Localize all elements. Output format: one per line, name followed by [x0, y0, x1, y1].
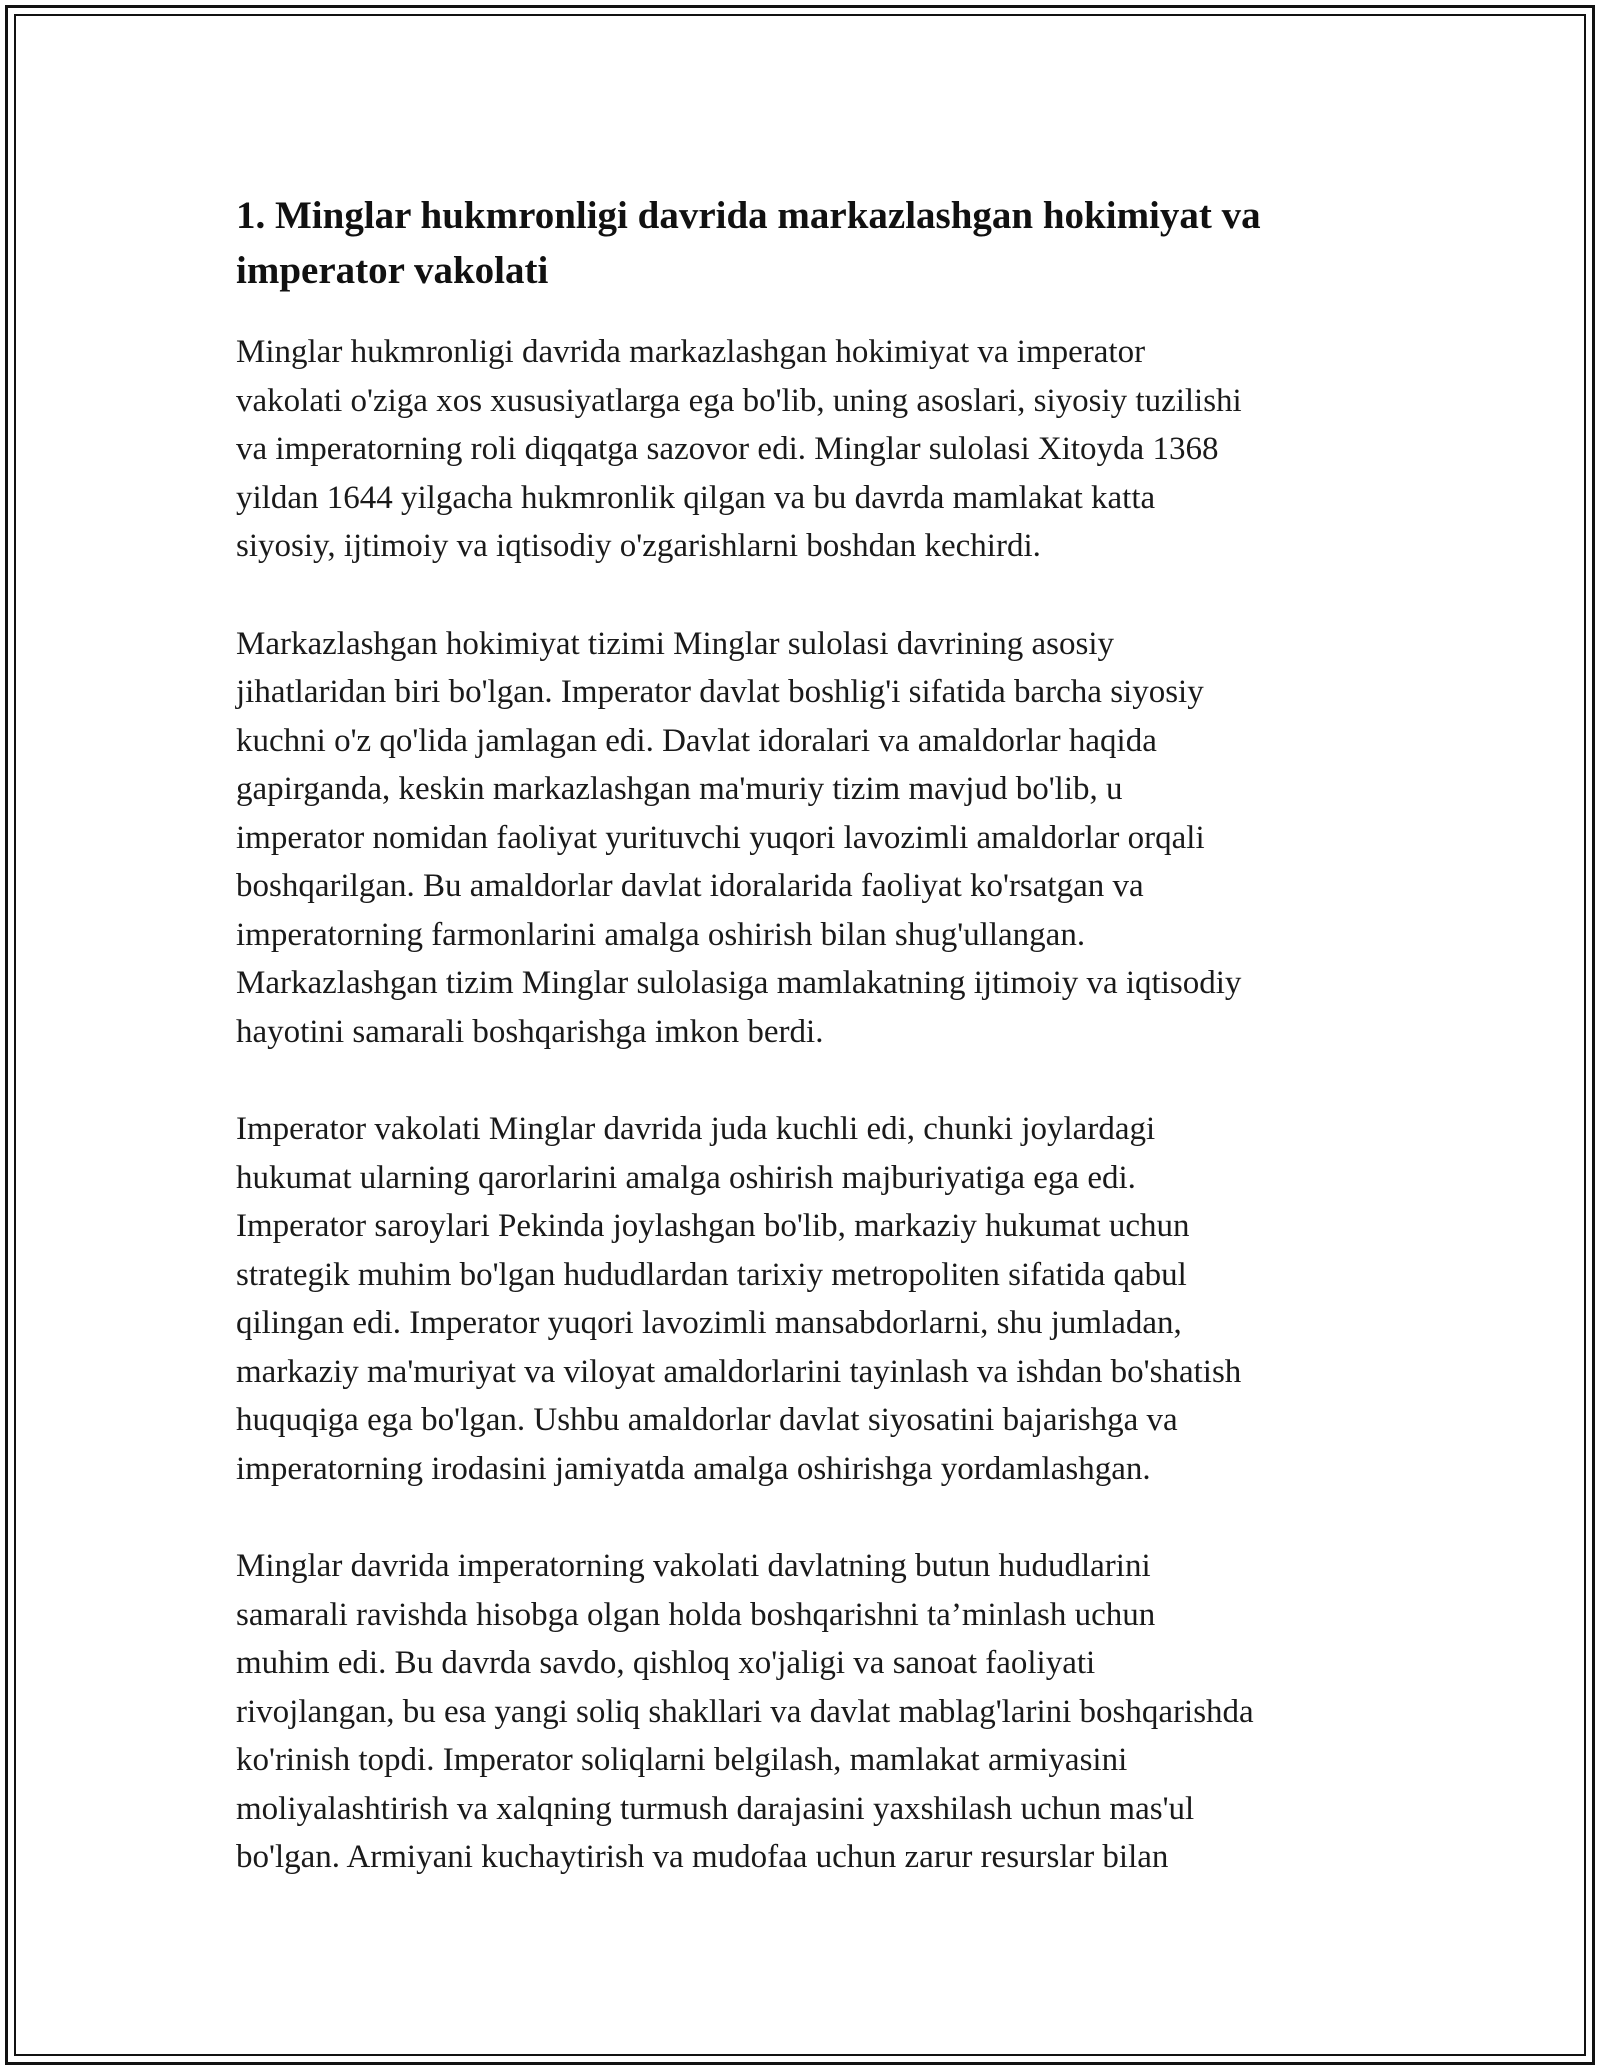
paragraph-3: [236, 1105, 1376, 1493]
text-line: Imperator vakolati Minglar davrida juda kuchli edi, chunki joylardagi: [236, 1111, 1156, 1147]
text-line: jihatlaridan biri bo'lgan. Imperator davlat boshlig'i sifatida barcha siyosiy: [236, 674, 1204, 710]
text-line: samarali ravishda hisobga olgan holda boshqarishni ta’minlash uchun: [236, 1596, 1156, 1633]
text-line: Imperator saroylari Pekinda joylashgan bo'lib, markaziy hukumat uchun: [236, 1208, 1190, 1244]
text-line: rivojlangan, bu esa yangi soliq shakllari va davlat mablag'larini boshqarishda: [236, 1693, 1254, 1730]
text-line: qilingan edi. Imperator yuqori lavozimli mansabdorlarni, shu jumladan,: [236, 1305, 1182, 1341]
text-line: Markazlashgan hokimiyat tizimi Minglar sulolasi davrining asosiy: [236, 625, 1115, 662]
paragraph-4: [236, 1542, 1376, 1882]
text-line: hukumat ularning qarorlarini amalga oshirish majburiyatiga ega edi.: [236, 1159, 1136, 1196]
text-line: ko'rinish topdi. Imperator soliqlarni belgilash, mamlakat armiyasini: [236, 1742, 1128, 1778]
text-line: moliyalashtirish va xalqning turmush darajasini yaxshilash uchun mas'ul: [236, 1790, 1195, 1827]
text-line: gapirganda, keskin markazlashgan ma'muriy tizim mavjud bo'lib, u: [236, 771, 1123, 807]
text-line: kuchni o'z qo'lida jamlagan edi. Davlat idoralari va amaldorlar haqida: [236, 722, 1157, 759]
text-line: imperatorning irodasini jamiyatda amalga oshirishga yordamlashgan.: [236, 1450, 1151, 1487]
text-line: boshqarilgan. Bu amaldorlar davlat idoralarida faoliyat ko'rsatgan va: [236, 868, 1144, 904]
text-line: yildan 1644 yilgacha hukmronlik qilgan va bu davrda mamlakat katta: [236, 479, 1156, 516]
paragraph-1: [236, 328, 1376, 571]
heading-line: imperator vakolati: [236, 249, 549, 292]
text-line: strategik muhim bo'lgan hududlardan tarixiy metropoliten sifatida qabul: [236, 1256, 1187, 1293]
text-line: va imperatorning roli diqqatga sazovor edi. Minglar sulolasi Xitoyda 1368: [236, 431, 1219, 467]
text-line: Minglar davrida imperatorning vakolati davlatning butun hududlarini: [236, 1548, 1151, 1584]
text-line: siyosiy, ijtimoiy va iqtisodiy o'zgarishlarni boshdan kechirdi.: [236, 528, 1041, 564]
text-line: imperatorning farmonlarini amalga oshirish bilan shug'ullangan.: [236, 916, 1086, 953]
text-line: Minglar hukmronligi davrida markazlashgan hokimiyat va imperator: [236, 334, 1146, 370]
text-line: imperator nomidan faoliyat yurituvchi yuqori lavozimli amaldorlar orqali: [236, 819, 1205, 856]
text-line: muhim edi. Bu davrda savdo, qishloq xo'jaligi va sanoat faoliyati: [236, 1645, 1096, 1681]
text-line: vakolati o'ziga xos xususiyatlarga ega bo'lib, uning asoslari, siyosiy tuzilishi: [236, 382, 1242, 419]
text-line: markaziy ma'muriyat va viloyat amaldorlarini tayinlash va ishdan bo'shatish: [236, 1353, 1242, 1390]
text-line: huquqiga ega bo'lgan. Ushbu amaldorlar davlat siyosatini bajarishga va: [236, 1402, 1178, 1438]
paragraph-2: [236, 620, 1376, 1057]
text-line: hayotini samarali boshqarishga imkon berdi.: [236, 1013, 824, 1050]
heading-line: 1. Minglar hukmronligi davrida markazlashgan hokimiyat va: [236, 194, 1261, 237]
text-line: Markazlashgan tizim Minglar sulolasiga mamlakatning ijtimoiy va iqtisodiy: [236, 965, 1242, 1001]
document-body: [236, 188, 1376, 1931]
section-heading: [236, 188, 1376, 298]
text-line: bo'lgan. Armiyani kuchaytirish va mudofaa uchun zarur resurslar bilan: [236, 1839, 1169, 1875]
